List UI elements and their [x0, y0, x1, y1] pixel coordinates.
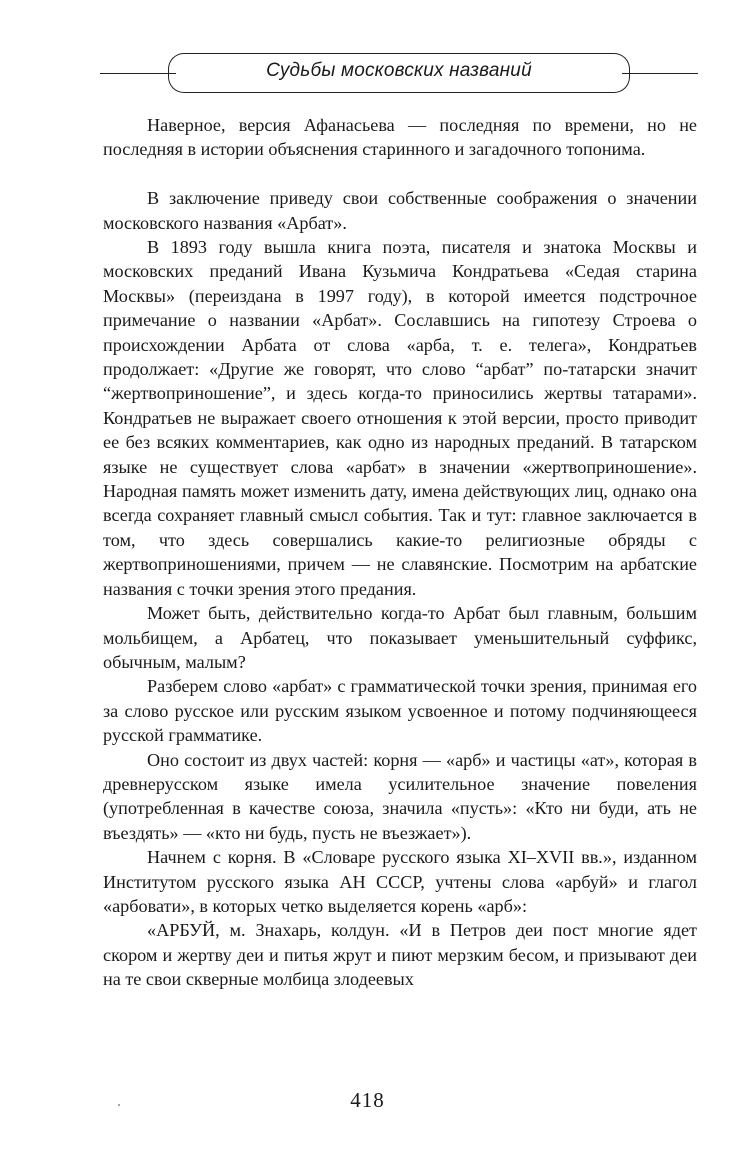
paragraph: «АРБУЙ, м. Знахарь, колдун. «И в Петров деи пост многие ядет скором и жертву деи и питья жрут и пиют мерзким бесом, и призывают деи на те свои скверные молбица злодеевых — [103, 920, 697, 990]
header-frame-bottom — [184, 92, 614, 93]
header-frame-top — [184, 53, 614, 54]
running-header — [100, 52, 698, 96]
page-number: 418 — [350, 1088, 385, 1112]
paragraph: Начнем с корня. В «Словаре русского языка XI–XVII вв.», изданном Институтом русского языка АН СССР, учтены слова «арбуй» и глагол «арбовати», в которых четко выделяется корень «арб»: — [103, 847, 697, 916]
paragraph: Наверное, версия Афанасьева — последняя по времени, но не последняя в истории объяснения старинного и загадочного топонима. — [103, 115, 697, 160]
paragraph: Оно состоит из двух частей: корня — «арб» и частицы «ат», которая в древнерусском языке имела усилительное значение повеления (употребленная в качестве союза, значила «пусть»: «Кто ни буди, ать не въездять» — «кто ни будь, пусть не въезжает»). — [103, 749, 697, 843]
running-header-title: Судьбы московских названий — [266, 60, 532, 81]
body-text — [103, 113, 697, 992]
scan-speck — [118, 1104, 120, 1106]
paragraph: В заключение приведу свои собственные соображения о значении московского названия «Арбат». — [103, 188, 697, 233]
paragraph: В 1893 году вышла книга поэта, писателя и знатока Москвы и московских преданий Ивана Кузьмича Кондратьева «Седая старина Москвы» (переиздана в 1997 году), в которой имеется подстрочное примечание о названии «Арбат». Сославшись на гипотезу Строева о происхождении Арбата от слова «арба, т. е. телега», Кондратьев продолжает: «Другие же говорят, что слово “арбат” по-татарски значит “жертвоприношение”, и здесь когда-то приносились жертвы татарами». Кондратьев не выражает своего отношения к этой версии, просто приводит ее без всяких комментариев, как одно из народных преданий. В татарском языке не существует слова «арбат» в значении «жертвоприношение». Народная память может изменить дату, имена действующих лиц, однако она всегда сохраняет главный смысл события. Так и тут: главное заключается в том, что здесь совершались какие-то религиозные обряды с жертвоприношениями, причем — не славянские. Посмотрим на арбатские названия с точки зрения этого предания. — [103, 237, 697, 599]
paragraph: Разберем слово «арбат» с грамматической точки зрения, принимая его за слово русское или русским языком усвоенное и потому подчиняющееся русской грамматике. — [103, 676, 697, 746]
header-rule-right — [622, 73, 698, 74]
header-rule-left — [100, 73, 176, 74]
header-frame-cap-left — [168, 53, 184, 93]
paragraph: Может быть, действительно когда-то Арбат был главным, большим мольбищем, а Арбатец, что показывает уменьшительный суффикс, обычным, малым? — [103, 603, 697, 672]
